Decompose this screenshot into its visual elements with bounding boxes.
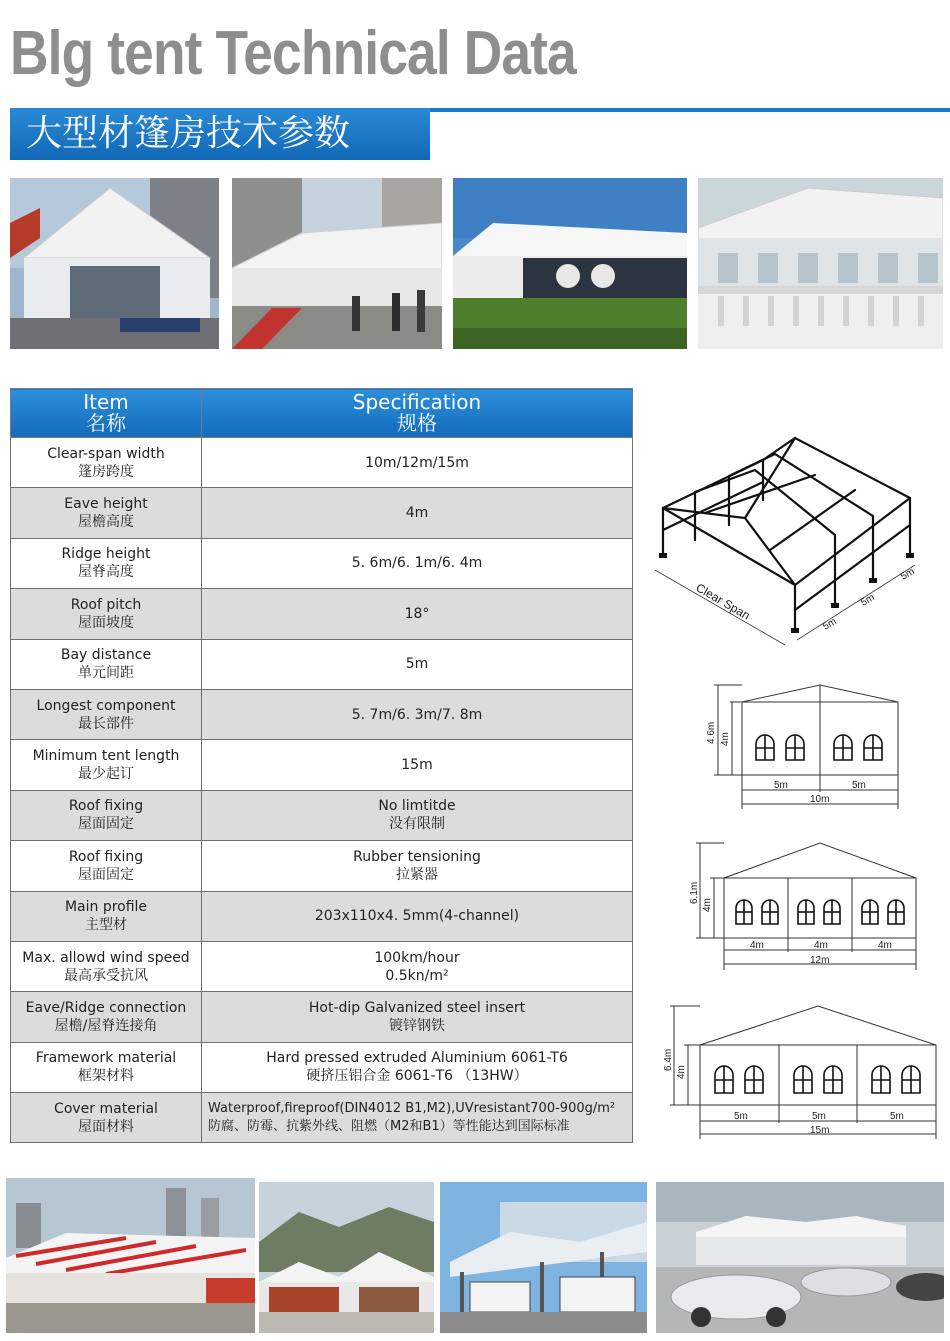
bay-label: 5m bbox=[821, 616, 839, 633]
tent-photo-1 bbox=[10, 178, 219, 349]
bay-width-label: 4m bbox=[878, 940, 892, 951]
total-width-label: 15m bbox=[810, 1125, 830, 1136]
column-header-item: Item 名称 bbox=[11, 389, 202, 438]
tent-photo-4 bbox=[698, 178, 943, 349]
height-total-label: 4.6m bbox=[706, 721, 717, 744]
height-eave-label: 4m bbox=[676, 1065, 687, 1079]
tent-photo-5 bbox=[6, 1178, 255, 1333]
height-total-label: 6.4m bbox=[663, 1048, 674, 1071]
bay-width-label: 5m bbox=[734, 1111, 748, 1122]
bay-width-label: 5m bbox=[774, 780, 788, 791]
height-eave-label: 4m bbox=[702, 898, 713, 912]
total-width-label: 10m bbox=[810, 794, 830, 805]
table-row: Roof pitch 屋面坡度 18° bbox=[11, 589, 633, 639]
bay-label: 5m bbox=[859, 592, 877, 609]
tent-photo-7 bbox=[440, 1182, 647, 1333]
tent-frame-isometric-drawing bbox=[645, 430, 945, 655]
total-width-label: 12m bbox=[810, 955, 830, 966]
table-row: Roof fixing 屋面固定 No limtitde 没有限制 bbox=[11, 790, 633, 840]
table-row: Clear-span width 篷房跨度 10m/12m/15m bbox=[11, 438, 633, 488]
bay-width-label: 5m bbox=[812, 1111, 826, 1122]
clear-span-label: Clear Span bbox=[693, 580, 753, 623]
bay-width-label: 4m bbox=[814, 940, 828, 951]
bay-width-label: 4m bbox=[750, 940, 764, 951]
elevation-drawing-10m bbox=[700, 684, 910, 809]
elevation-drawing-15m bbox=[660, 1005, 940, 1140]
bay-width-label: 5m bbox=[890, 1111, 904, 1122]
table-row: Framework material 框架材料 Hard pressed extruded Aluminium 6061-T6 硬挤压铝合金 6061-T6 （13HW） bbox=[11, 1042, 633, 1092]
table-row: Max. allowd wind speed 最高承受抗风 100km/hour 0.5kn/m² bbox=[11, 941, 633, 991]
height-total-label: 6.1m bbox=[689, 881, 700, 904]
page-title: Blg tent Technical Data bbox=[10, 19, 576, 88]
tent-photo-2 bbox=[232, 178, 442, 349]
table-row: Longest component 最长部件 5. 7m/6. 3m/7. 8m bbox=[11, 689, 633, 739]
table-row: Roof fixing 屋面固定 Rubber tensioning 拉紧器 bbox=[11, 841, 633, 891]
table-row: Minimum tent length 最少起订 15m bbox=[11, 740, 633, 790]
tent-photo-6 bbox=[259, 1182, 434, 1333]
height-eave-label: 4m bbox=[720, 732, 731, 746]
elevation-drawing-12m bbox=[688, 842, 920, 972]
column-header-spec: Specification 规格 bbox=[202, 389, 633, 438]
table-row: Ridge height 屋脊高度 5. 6m/6. 1m/6. 4m bbox=[11, 538, 633, 588]
table-header-row bbox=[11, 389, 633, 438]
banner-rule bbox=[430, 108, 950, 112]
chinese-subtitle-banner: 大型材篷房技术参数 bbox=[10, 108, 430, 160]
tent-photo-3 bbox=[453, 178, 687, 349]
table-row: Main profile 主型材 203x110x4. 5mm(4-channel) bbox=[11, 891, 633, 941]
table-row: Eave/Ridge connection 屋檐/屋脊连接角 Hot-dip Galvanized steel insert 镀锌钢铁 bbox=[11, 992, 633, 1042]
spec-table bbox=[10, 388, 633, 1143]
tent-photo-8 bbox=[656, 1182, 944, 1333]
bay-label: 5m bbox=[899, 566, 917, 583]
table-row: Bay distance 单元间距 5m bbox=[11, 639, 633, 689]
bay-width-label: 5m bbox=[852, 780, 866, 791]
table-row: Eave height 屋檐高度 4m bbox=[11, 488, 633, 538]
table-row: Cover material 屋面材料 Waterproof,fireproof(DIN4012 B1,M2),UVresistant700-900g/m² 防腐、防霉、抗紫外线、阻燃（M2和B1）等性能达到国际标准 bbox=[11, 1093, 633, 1143]
